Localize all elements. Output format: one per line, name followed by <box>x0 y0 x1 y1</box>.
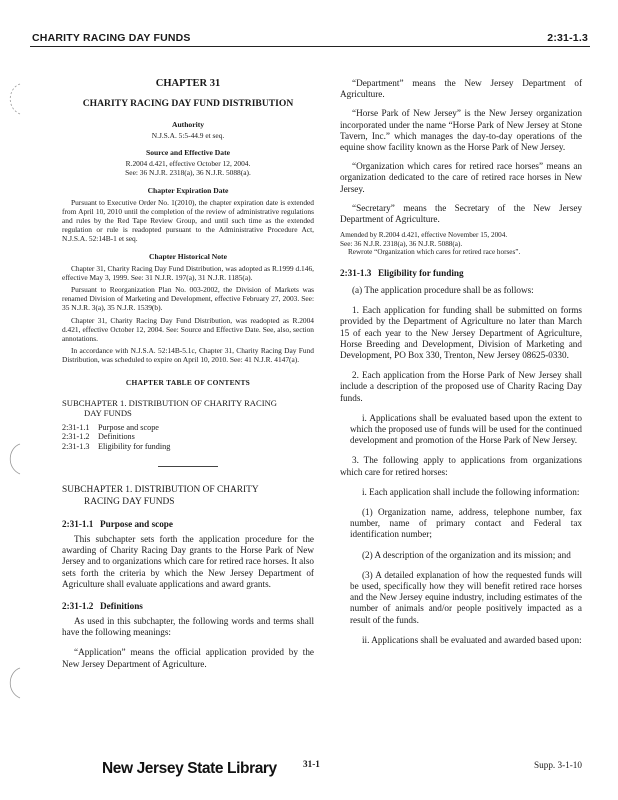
history-note-3: Chapter 31, Charity Racing Day Fund Distribution, was readopted as R.2004 d.421, effective October 12, 2004. See: Source and Effective Date. See, also, section annotations. <box>62 315 314 344</box>
amendment-line-2: See: 36 N.J.R. 2318(a), 36 N.J.R. 5088(a). <box>340 239 463 248</box>
definition-secretary: “Secretary” means the Secretary of the New Jersey Department of Agriculture. <box>340 202 582 225</box>
source-text-1: R.2004 d.421, effective October 12, 2004. <box>125 159 251 169</box>
definition-department: “Department” means the New Jersey Department of Agriculture. <box>340 78 582 100</box>
punch-hole-mark-bottom <box>0 664 30 704</box>
right-column <box>340 78 582 646</box>
toc-entry-title: Eligibility for funding <box>98 441 171 451</box>
toc-entry <box>62 423 314 433</box>
punch-hole-mark-top <box>0 80 30 120</box>
toc-entry-number: 2:31-1.3 <box>62 441 90 451</box>
paragraph-a-3-i-3: (3) A detailed explanation of how the requested funds will be used, specifically how they will benefit retired race horses and the New Jersey equine industry, including estimates of the number of animals and/or people positively impacted as a result of the funds. <box>350 569 582 625</box>
paragraph-a-3-ii: ii. Applications shall be evaluated and awarded based upon: <box>362 634 582 645</box>
header-section: 2:31-1.3 <box>547 32 588 44</box>
punch-hole-mark-middle <box>0 440 30 480</box>
section-1-2-intro: As used in this subchapter, the following words and terms shall have the following meanings: <box>62 616 314 638</box>
footer <box>0 756 618 786</box>
paragraph-a-3-i: i. Each application shall include the following information: <box>362 486 580 497</box>
left-column <box>62 78 314 670</box>
toc-subchapter-line-2: DAY FUNDS <box>84 408 132 419</box>
paragraph-a-3-i-1: (1) Organization name, address, telephone number, fax number, name of primary contact and Federal tax identification number; <box>350 507 582 540</box>
toc-entry-title: Purpose and scope <box>98 422 159 432</box>
toc-entry <box>62 442 314 452</box>
paragraph-a-2: 2. Each application from the Horse Park of New Jersey shall include a description of the proposed use of Charity Racing Day funds. <box>340 370 582 403</box>
section-heading-1-3 <box>340 268 582 278</box>
subchapter-heading <box>62 485 314 508</box>
history-note-4: In accordance with N.J.S.A. 52:14B-5.1c, Chapter 31, Charity Racing Day Fund Distribution, was scheduled to expire on April 10, 2010. See: 41 N.J.R. 4147(a). <box>62 346 314 365</box>
amendment-note <box>340 231 582 257</box>
supplement-date: Supp. 3-1-10 <box>534 760 582 770</box>
toc-subchapter <box>62 398 314 419</box>
amendment-line-3: Rewrote “Organization which cares for retired race horses”. <box>348 248 521 257</box>
toc-entry-number: 2:31-1.2 <box>62 432 90 442</box>
page-number: 31-1 <box>303 759 320 769</box>
subchapter-line-1: SUBCHAPTER 1. DISTRIBUTION OF CHARITY <box>62 485 259 496</box>
paragraph-a-3: 3. The following apply to applications from organizations which care for retired horses: <box>340 455 582 477</box>
running-header <box>30 30 590 47</box>
divider <box>158 466 218 467</box>
library-watermark: New Jersey State Library <box>102 760 277 777</box>
subchapter-line-2: RACING DAY FUNDS <box>84 496 175 507</box>
section-heading-1-1 <box>62 519 314 529</box>
history-note-1: Chapter 31, Charity Racing Day Fund Distribution, was adopted as R.1999 d.146, effective May 3, 1999. See: 31 N.J.R. 197(a), 31 N.J.R. 1185(a). <box>62 263 314 282</box>
section-title: Eligibility for funding <box>378 268 464 279</box>
toc-entry <box>62 432 314 442</box>
expiration-heading: Chapter Expiration Date <box>147 185 229 195</box>
header-title: CHARITY RACING DAY FUNDS <box>32 32 191 44</box>
section-title: Purpose and scope <box>100 519 173 530</box>
paragraph-a-1: 1. Each application for funding shall be submitted on forms provided by the Department of Agriculture no later than March 15 of each year to the New Jersey Department of Agriculture, Horse Breeding and Development, Division of Marketing and Development, PO Box 330, Trenton, New Jersey 08625-0330. <box>340 305 582 361</box>
definition-application: “Application” means the official application provided by the New Jersey Department of Agriculture. <box>62 647 314 669</box>
toc-heading: CHAPTER TABLE OF CONTENTS <box>125 377 251 387</box>
chapter-number: CHAPTER 31 <box>155 78 221 89</box>
paragraph-a: (a) The application procedure shall be as follows: <box>352 285 534 296</box>
section-1-1-text: This subchapter sets forth the application procedure for the awarding of Charity Racing Day grants to the Horse Park of New Jersey and to organizations which care for retired race horses. It also sets forth the criteria by which the New Jersey Department of Agriculture shall evaluate applications and award grants. <box>62 534 314 589</box>
chapter-title: CHARITY RACING DAY FUND DISTRIBUTION <box>82 98 294 109</box>
section-number: 2:31-1.3 <box>340 268 372 279</box>
source-text-2: See: 36 N.J.R. 2318(a), 36 N.J.R. 5088(a). <box>125 168 251 178</box>
toc-entry-title: Definitions <box>98 432 135 442</box>
section-number: 2:31-1.2 <box>62 601 94 612</box>
history-heading: Chapter Historical Note <box>149 251 227 261</box>
section-title: Definitions <box>100 601 143 612</box>
expiration-text: Pursuant to Executive Order No. 1(2010), the chapter expiration date is extended from April 10, 2010 until the completion of the review of administrative regulations and rules by the Red Tape Review Group, and until such time as the extended regulation or rule is readopted pursuant to the Administrative Procedure Act, N.J.S.A. 52:14B-1 et seq. <box>62 197 314 244</box>
toc-entry-number: 2:31-1.1 <box>62 422 90 432</box>
definition-horse-park: “Horse Park of New Jersey” is the New Jersey organization incorporated under the name “Horse Park of New Jersey at Stone Tavern, Inc.” which manages the day-to-day operations of the equine show facility known as the Horse Park of New Jersey. <box>340 108 582 153</box>
history-note-2: Pursuant to Reorganization Plan No. 003-2002, the Division of Markets was renamed Division of Marketing and Development, effective February 27, 2003. See: 35 N.J.R. 3(a), 35 N.J.R. 1539(b). <box>62 285 314 313</box>
paragraph-a-2-i: i. Applications shall be evaluated based upon the extent to which the proposed use of funds will be used for the continued development and promotion of the Horse Park of New Jersey. <box>350 412 582 446</box>
amendment-line-1: Amended by R.2004 d.421, effective November 15, 2004. <box>340 231 508 240</box>
paragraph-a-3-i-2: (2) A description of the organization and its mission; and <box>362 549 571 560</box>
authority-heading: Authority <box>171 120 205 129</box>
section-number: 2:31-1.1 <box>62 519 94 530</box>
authority-text: N.J.S.A. 5:5-44.9 et seq. <box>151 131 225 140</box>
definition-organization: “Organization which cares for retired race horses” means an organization dedicated to the care of retired race horses in New Jersey. <box>340 161 582 194</box>
source-heading: Source and Effective Date <box>145 148 230 158</box>
section-heading-1-2 <box>62 601 314 611</box>
toc-subchapter-line-1: SUBCHAPTER 1. DISTRIBUTION OF CHARITY RACING <box>62 397 278 408</box>
